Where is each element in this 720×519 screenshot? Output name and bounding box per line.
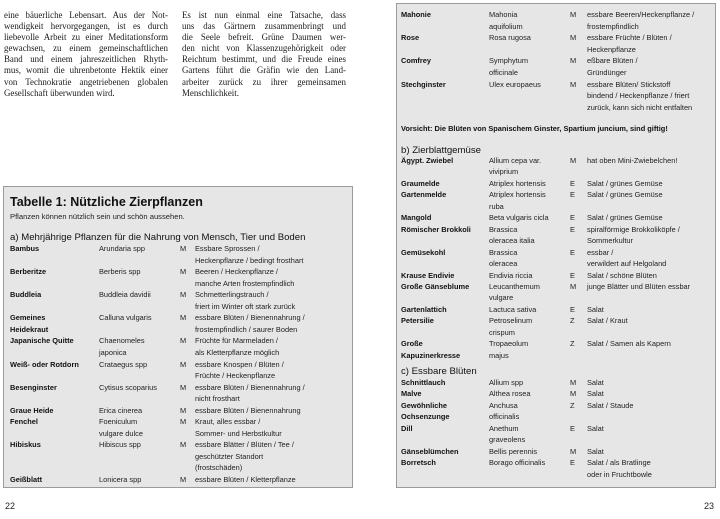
use-description: Heckenpflanze <box>587 44 636 54</box>
plant-name: Besenginster <box>10 382 57 392</box>
latin-name: Althea rosea <box>489 389 531 399</box>
plant-name: Ochsenzunge <box>401 412 450 422</box>
section-heading-a: a) Mehrjährige Pflanzen für die Nahrung von Mensch, Tier und Boden <box>10 232 306 243</box>
use-description: geschützter Standort <box>195 451 264 461</box>
latin-name: Rosa rugosa <box>489 33 531 43</box>
category-code: Z <box>570 400 575 410</box>
category-code: M <box>180 475 187 484</box>
page-number-right: 23 <box>703 501 714 511</box>
latin-name: ruba <box>489 201 504 211</box>
category-code: M <box>180 290 187 300</box>
use-description: Sommerkultur <box>587 236 633 246</box>
plant-name: Stechginster <box>401 79 446 89</box>
use-description: essbare Früchte / Blüten / <box>587 33 672 43</box>
use-description: eßbare Blüten / <box>587 56 638 66</box>
category-code: M <box>180 405 187 415</box>
plant-name: Große Gänseblume <box>401 281 470 291</box>
use-description: essbare Blüten/ Stickstoff <box>587 79 671 89</box>
latin-name: Anchusa <box>489 400 518 410</box>
category-code: M <box>570 446 577 456</box>
category-code: M <box>570 281 577 291</box>
latin-name: Beta vulgaris cicla <box>489 213 549 223</box>
use-description: verwildert auf Helgoland <box>587 259 667 269</box>
intro-line: mus, womit die uhrenbetonte Hektik einer <box>4 65 168 76</box>
plant-name: Gewöhnliche <box>401 400 447 410</box>
use-description: Salat <box>587 378 604 387</box>
category-code: M <box>180 440 187 450</box>
intro-line: den nicht von Klassenzugehörigkeit oder <box>182 43 346 54</box>
intro-text-right <box>182 10 346 99</box>
category-code: M <box>570 156 577 165</box>
use-description: oder in Fruchtbowle <box>587 469 652 479</box>
table-box-right <box>396 3 716 488</box>
intro-line: eine bäuerliche Lebensart. Aus der Not- <box>4 10 168 20</box>
use-description: Früchte für Marmeladen / <box>195 336 278 346</box>
plant-name: Bambus <box>10 244 40 253</box>
latin-name: viviprium <box>489 167 519 177</box>
use-description: Salat / als Bratlinge <box>587 458 651 468</box>
plant-name: Mahonie <box>401 10 431 19</box>
use-description: Früchte / Heckenpflanze <box>195 371 276 381</box>
use-description: nicht frosthart <box>195 394 240 404</box>
category-code: E <box>570 458 575 468</box>
category-code: Z <box>570 316 575 326</box>
latin-name: Calluna vulgaris <box>99 313 152 323</box>
category-code: E <box>570 190 575 200</box>
warning-note: Vorsicht: Die Blüten von Spanischem Ginster, Spartium juncium, sind giftig! <box>401 124 668 133</box>
latin-name: Lactuca sativa <box>489 304 537 314</box>
plant-name: Buddleia <box>10 290 42 300</box>
use-description: bindend / Heckenpflanze / friert <box>587 91 690 101</box>
plant-name: Rose <box>401 33 420 43</box>
plant-name: Fenchel <box>10 417 38 427</box>
intro-line: die Seele befreit. Grüne Daumen wer- <box>182 32 346 43</box>
use-description: Heckenpflanze / bedingt frosthart <box>195 255 304 265</box>
category-code: M <box>570 33 577 43</box>
use-description: frostempfindlich / saurer Boden <box>195 324 298 334</box>
category-code: E <box>570 304 575 314</box>
use-description: spiralförmige Brokkoliköpfe / <box>587 224 680 234</box>
intro-line: gewachsen, zu einem gemeinschaftlichen <box>4 43 168 54</box>
plant-name: Heidekraut <box>10 324 49 334</box>
use-description: Salat <box>587 423 604 433</box>
intro-line: liebevolle Arbeit zu einer Meditationsform <box>4 32 168 43</box>
use-description: frostempfindlich <box>587 21 639 31</box>
plant-name: Graue Heide <box>10 405 54 415</box>
category-code: E <box>570 270 575 280</box>
plant-name: Große <box>401 339 423 349</box>
category-code: M <box>570 378 577 387</box>
category-code: M <box>180 336 187 346</box>
intro-line: Gartens führt die Gräfin wie den Land- <box>182 65 346 76</box>
latin-name: Atriplex hortensis <box>489 178 546 188</box>
section-heading-c: c) Essbare Blüten <box>401 366 477 377</box>
use-description: essbar / <box>587 247 614 257</box>
intro-line: Reichtum bestimmt, und die Freude eines <box>182 54 346 65</box>
use-description: junge Blätter und Blüten essbar <box>587 281 691 291</box>
use-description: Salat <box>587 304 604 314</box>
use-description: Gründünger <box>587 68 627 77</box>
latin-name: officinalis <box>489 412 520 422</box>
use-description: essbare Blüten / Bienennahrung / <box>195 313 305 323</box>
latin-name: Lonicera spp <box>99 475 142 484</box>
category-code: E <box>570 178 575 188</box>
intro-line: Es ist nun einmal eine Tatsache, dass <box>182 10 346 20</box>
latin-name: Leucanthemum <box>489 281 540 291</box>
latin-name: Foeniculum <box>99 417 138 427</box>
plant-name: Römischer Brokkoli <box>401 224 471 234</box>
section-heading-b: b) Zierblattgemüse <box>401 145 481 156</box>
intro-line: von Technokratie angetriebenen globalen <box>4 76 168 87</box>
plant-name: Gemüsekohl <box>401 247 446 257</box>
plant-name: Geißblatt <box>10 475 43 484</box>
latin-name: Borago officinalis <box>489 458 546 468</box>
latin-name: aquifolium <box>489 21 523 31</box>
use-description: manche Arten frostempfindlich <box>195 278 295 288</box>
latin-name: Allium cepa var. <box>489 156 542 165</box>
category-code: M <box>570 389 577 399</box>
table-subtitle: Pflanzen können nützlich sein und schön aussehen. <box>10 212 185 221</box>
intro-line: arbeiter zurück zu ihrer gemeinsamen <box>182 76 346 87</box>
category-code: Z <box>570 339 575 349</box>
intro-line: Band und einem jahreszeitlichen Rhyth- <box>4 54 168 65</box>
latin-name: Buddleia davidii <box>99 290 151 300</box>
use-description: Beeren / Heckenpflanze / <box>195 267 278 277</box>
latin-name: majus <box>489 350 509 360</box>
latin-name: Brassica <box>489 224 518 234</box>
plant-name: Petersilie <box>401 316 434 326</box>
use-description: essbare Blüten / Bienennahrung <box>195 405 301 415</box>
plant-name: Schnittlauch <box>401 378 446 387</box>
plant-name: Gartenmelde <box>401 190 447 200</box>
latin-name: Endivia riccia <box>489 270 533 280</box>
plant-name: Dill <box>401 423 413 433</box>
use-description: essbare Blüten / Kletterpflanze <box>195 475 296 484</box>
use-description: essbare Blüten / Bienennahrung / <box>195 382 305 392</box>
latin-name: Arundaria spp <box>99 244 146 253</box>
plant-name: Malve <box>401 389 422 399</box>
category-code: E <box>570 247 575 257</box>
plant-name: Hibiskus <box>10 440 41 450</box>
latin-name: vulgare <box>489 293 514 303</box>
latin-name: Ulex europaeus <box>489 79 541 89</box>
page-number-left: 22 <box>5 501 16 511</box>
latin-name: oleracea italia <box>489 236 535 246</box>
plant-name: Gemeines <box>10 313 46 323</box>
use-description: Salat / Samen als Kapern <box>587 339 671 349</box>
intro-text-left <box>4 10 168 99</box>
latin-name: Tropaeolum <box>489 339 529 349</box>
category-code: M <box>570 79 577 89</box>
latin-name: Hibiscus spp <box>99 440 141 450</box>
intro-line: uns das Gärtnern zusammenbringt und <box>182 21 346 32</box>
latin-name: officinale <box>489 68 519 77</box>
category-code: M <box>180 417 187 427</box>
use-description: Salat / Kraut <box>587 316 628 326</box>
latin-name: Petroselinum <box>489 316 533 326</box>
intro-line: Gesellschaft überwunden wird. <box>4 87 115 98</box>
plant-name: Comfrey <box>401 56 431 66</box>
latin-name: Brassica <box>489 247 518 257</box>
use-description: friert im Winter oft stark zurück <box>195 301 296 311</box>
plant-name: Gartenlattich <box>401 304 447 314</box>
plant-name: Graumelde <box>401 178 440 188</box>
use-description: Salat / Staude <box>587 400 634 410</box>
category-code: E <box>570 423 575 433</box>
use-description: Kraut, alles essbar / <box>195 417 261 427</box>
plant-name: Ägypt. Zwiebel <box>401 156 454 165</box>
plant-name: Kapuzinerkresse <box>401 350 461 360</box>
plant-name: Gänseblümchen <box>401 446 459 456</box>
latin-name: Berberis spp <box>99 267 141 277</box>
use-description: (frostschäden) <box>195 463 243 473</box>
use-description: Salat / grünes Gemüse <box>587 190 663 200</box>
use-description: Schmetterlingstrauch / <box>195 290 269 300</box>
category-code: M <box>180 244 187 253</box>
category-code: M <box>180 359 187 369</box>
latin-name: Crataegus spp <box>99 359 148 369</box>
latin-name: Erica cinerea <box>99 405 143 415</box>
plant-name: Japanische Quitte <box>10 336 74 346</box>
use-description: essbare Beeren/Heckenpflanze / <box>587 10 695 19</box>
latin-name: oleracea <box>489 259 518 269</box>
latin-name: Bellis perennis <box>489 446 538 456</box>
use-description: Salat <box>587 389 604 399</box>
latin-name: Symphytum <box>489 56 529 66</box>
latin-name: Mahonia <box>489 10 518 19</box>
category-code: M <box>180 313 187 323</box>
plant-name: Borretsch <box>401 458 436 468</box>
category-code: M <box>180 382 187 392</box>
intro-line: Menschlichkeit. <box>182 87 239 98</box>
latin-name: Cytisus scoparius <box>99 382 157 392</box>
table-title: Tabelle 1: Nützliche Zierpflanzen <box>10 195 203 209</box>
category-code: E <box>570 213 575 223</box>
latin-name: Atriplex hortensis <box>489 190 546 200</box>
latin-name: Allium spp <box>489 378 524 387</box>
latin-name: Chaenomeles <box>99 336 145 346</box>
latin-name: graveolens <box>489 435 526 445</box>
use-description: hat oben Mini-Zwiebelchen! <box>587 156 678 165</box>
use-description: essbare Knospen / Blüten / <box>195 359 284 369</box>
use-description: zurück, kann sich nicht entfalten <box>587 102 693 112</box>
plant-name: Krause Endivie <box>401 270 455 280</box>
category-code: E <box>570 224 575 234</box>
table-box-left <box>3 186 353 488</box>
latin-name: crispum <box>489 327 515 337</box>
use-description: Salat / grünes Gemüse <box>587 213 663 223</box>
use-description: als Kletterpflanze möglich <box>195 347 280 357</box>
use-description: Salat / schöne Blüten <box>587 270 657 280</box>
use-description: Sommer- und Herbstkultur <box>195 428 282 438</box>
plant-name: Mangold <box>401 213 432 223</box>
use-description: Essbare Sprossen / <box>195 244 260 253</box>
plant-name: Weiß- oder Rotdorn <box>10 359 79 369</box>
latin-name: japonica <box>99 347 127 357</box>
use-description: essbare Blätter / Blüten / Tee / <box>195 440 294 450</box>
use-description: Salat <box>587 446 604 456</box>
use-description: Salat / grünes Gemüse <box>587 178 663 188</box>
latin-name: vulgare dulce <box>99 428 143 438</box>
category-code: M <box>180 267 187 277</box>
category-code: M <box>570 10 577 19</box>
category-code: M <box>570 56 577 66</box>
plant-name: Berberitze <box>10 267 47 277</box>
latin-name: Anethum <box>489 423 519 433</box>
intro-line: wendigkeit hervorgegangen, ist es durch <box>4 21 168 32</box>
